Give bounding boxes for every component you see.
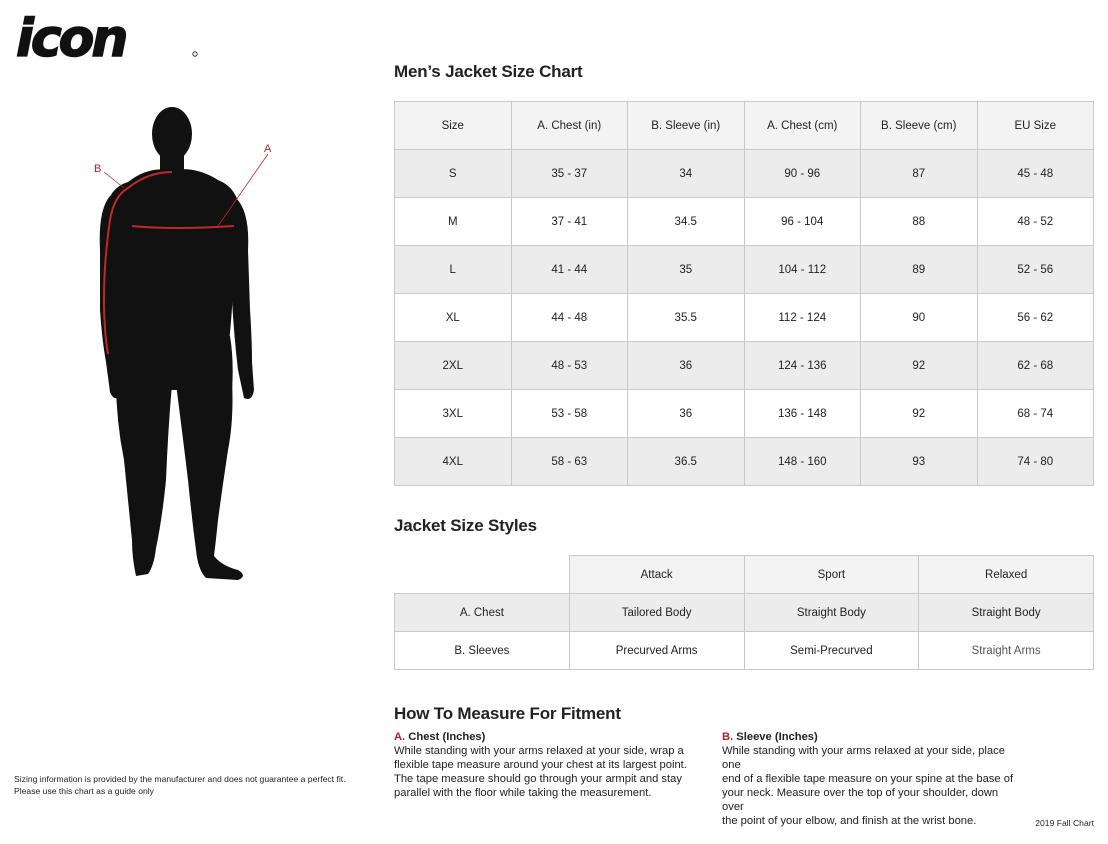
size-cell: M [395,198,512,246]
styles-row-label: A. Chest [395,594,570,632]
size-cell: 48 - 53 [511,342,628,390]
size-row [395,294,1094,342]
size-cell: 4XL [395,438,512,486]
size-cell: S [395,150,512,198]
size-row [395,198,1094,246]
size-cell: 48 - 52 [977,198,1094,246]
logo-wordmark: icon [16,14,126,62]
chest-instructions [394,730,694,800]
instruction-line: the point of your elbow, and finish at the wrist bone. [722,815,977,827]
styles-col-relaxed: Relaxed [919,556,1094,594]
styles-cell: Straight Body [919,594,1094,632]
size-cell: 96 - 104 [744,198,861,246]
size-cell: XL [395,294,512,342]
styles-title: Jacket Size Styles [394,516,537,535]
size-cell: 89 [861,246,978,294]
size-cell: 53 - 58 [511,390,628,438]
size-cell: 56 - 62 [977,294,1094,342]
size-cell: 36 [628,390,745,438]
chest-instructions-title: A. Chest (Inches) [394,731,486,743]
size-cell: 104 - 112 [744,246,861,294]
size-row [395,342,1094,390]
size-header-cell: Size [395,102,512,150]
label-b: B [94,163,102,175]
size-chart-title: Men’s Jacket Size Chart [394,62,583,81]
size-cell: 88 [861,198,978,246]
size-header-cell: A. Chest (cm) [744,102,861,150]
styles-corner-cell [395,556,570,594]
styles-header-row [395,556,1094,594]
instruction-line: While standing with your arms relaxed at your side, wrap a [394,745,684,757]
sleeve-instructions-title: B. Sleeve (Inches) [722,731,818,743]
size-chart-table [394,101,1094,486]
size-cell: 62 - 68 [977,342,1094,390]
size-cell: 68 - 74 [977,390,1094,438]
sleeve-instructions [722,730,1022,828]
size-cell: 74 - 80 [977,438,1094,486]
styles-col-sport: Sport [744,556,919,594]
styles-cell: Straight Body [744,594,919,632]
human-silhouette-icon [88,100,288,590]
size-cell: 35 - 37 [511,150,628,198]
instruction-line: The tape measure should go through your armpit and stay [394,773,682,785]
size-cell: 3XL [395,390,512,438]
disclaimer-line: Sizing information is provided by the manufacturer and does not guarantee a perfect fit. [14,774,346,784]
size-header-cell: EU Size [977,102,1094,150]
styles-cell: Straight Arms [919,632,1094,670]
styles-cell: Precurved Arms [569,632,744,670]
size-cell: 124 - 136 [744,342,861,390]
size-cell: 58 - 63 [511,438,628,486]
size-cell: 92 [861,390,978,438]
styles-row-sleeves [395,632,1094,670]
icon-logo [14,14,198,62]
size-cell: 45 - 48 [977,150,1094,198]
size-cell: 35.5 [628,294,745,342]
size-cell: 90 - 96 [744,150,861,198]
size-row [395,438,1094,486]
styles-row-label: B. Sleeves [395,632,570,670]
size-header-cell: B. Sleeve (cm) [861,102,978,150]
styles-col-attack: Attack [569,556,744,594]
registered-mark-icon [193,52,197,56]
instruction-line: end of a flexible tape measure on your spine at the base of [722,773,1014,785]
instruction-line: parallel with the floor while taking the measurement. [394,787,652,799]
size-cell: 90 [861,294,978,342]
styles-cell: Semi-Precurved [744,632,919,670]
size-header-cell: A. Chest (in) [511,102,628,150]
size-cell: 52 - 56 [977,246,1094,294]
size-cell: 37 - 41 [511,198,628,246]
measure-title: How To Measure For Fitment [394,704,621,723]
size-cell: 36.5 [628,438,745,486]
size-cell: 136 - 148 [744,390,861,438]
disclaimer [14,773,374,797]
size-cell: 112 - 124 [744,294,861,342]
instruction-line: While standing with your arms relaxed at your side, place one [722,745,1005,771]
instruction-line: flexible tape measure around your chest at its largest point. [394,759,687,771]
size-row [395,150,1094,198]
size-cell: 35 [628,246,745,294]
callout-b-line [104,172,124,188]
size-cell: 93 [861,438,978,486]
disclaimer-line: Please use this chart as a guide only [14,786,154,796]
size-cell: 34 [628,150,745,198]
size-cell: 148 - 160 [744,438,861,486]
size-row [395,390,1094,438]
size-cell: L [395,246,512,294]
edition-note: 2019 Fall Chart [1035,818,1094,828]
label-a: A [264,143,272,155]
instruction-line: your neck. Measure over the top of your shoulder, down over [722,787,999,813]
styles-table [394,555,1094,670]
styles-row-chest [395,594,1094,632]
size-cell: 44 - 48 [511,294,628,342]
size-cell: 34.5 [628,198,745,246]
size-cell: 2XL [395,342,512,390]
size-row [395,246,1094,294]
size-cell: 41 - 44 [511,246,628,294]
size-header-row [395,102,1094,150]
size-cell: 36 [628,342,745,390]
styles-cell: Tailored Body [569,594,744,632]
size-cell: 87 [861,150,978,198]
size-header-cell: B. Sleeve (in) [628,102,745,150]
size-cell: 92 [861,342,978,390]
